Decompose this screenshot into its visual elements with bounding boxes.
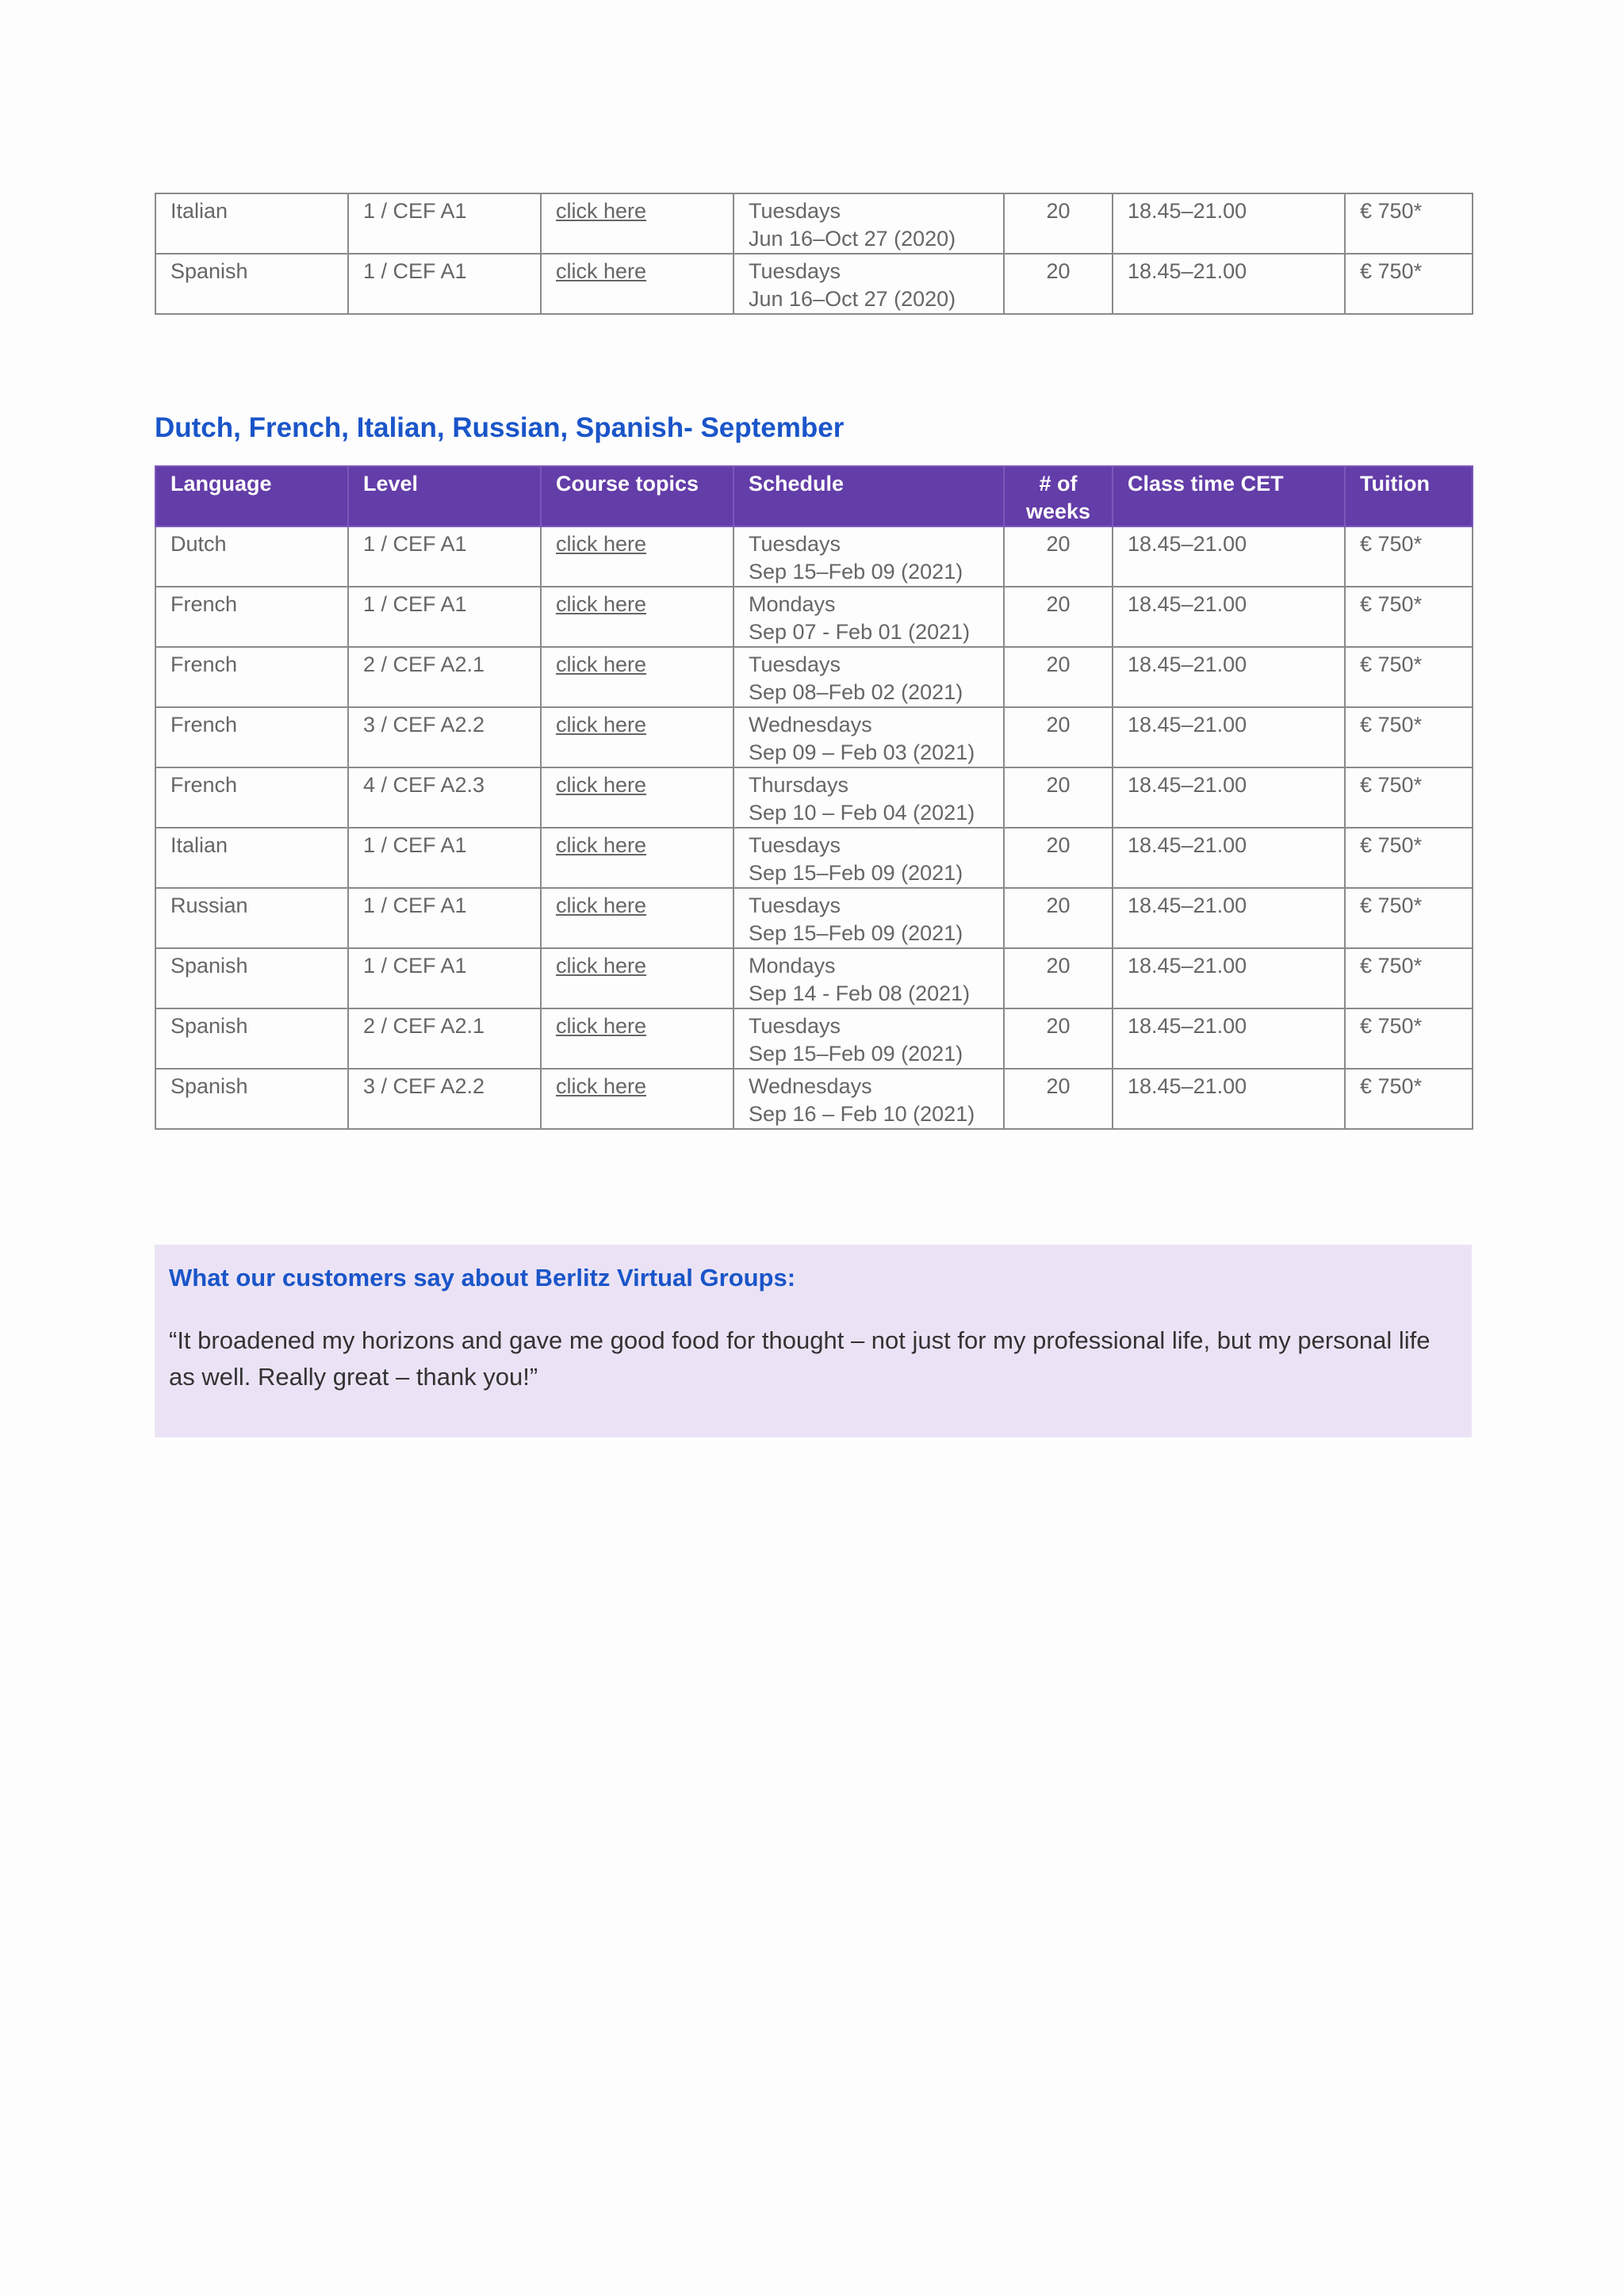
cell-weeks: 20 (1004, 767, 1113, 828)
cell-course-topics (541, 888, 733, 948)
cell-schedule (733, 767, 1004, 828)
cell-course-topics (541, 828, 733, 888)
cell-level: 1 / CEF A1 (348, 948, 541, 1008)
cell-level: 1 / CEF A1 (348, 888, 541, 948)
continuation-table-body (155, 193, 1473, 314)
schedule-day: Tuesdays (749, 652, 841, 676)
cell-weeks: 20 (1004, 1008, 1113, 1069)
schedule-day: Tuesdays (749, 532, 841, 556)
schedule-day: Mondays (749, 954, 836, 978)
cell-schedule (733, 707, 1004, 767)
cell-language: French (155, 767, 348, 828)
schedule-day: Tuesdays (749, 894, 841, 917)
cell-level: 3 / CEF A2.2 (348, 1069, 541, 1129)
cell-class-time: 18.45–21.00 (1113, 647, 1345, 707)
cell-tuition: € 750* (1345, 828, 1473, 888)
cell-schedule (733, 888, 1004, 948)
schedule-dates: Sep 10 – Feb 04 (2021) (749, 801, 975, 825)
cell-schedule (733, 647, 1004, 707)
column-header-schedule: Schedule (733, 466, 1004, 526)
column-header-class-time: Class time CET (1113, 466, 1345, 526)
cell-schedule (733, 587, 1004, 647)
cell-course-topics (541, 767, 733, 828)
schedule-day: Thursdays (749, 773, 849, 797)
schedule-dates: Sep 15–Feb 09 (2021) (749, 1042, 963, 1066)
schedule-day: Tuesdays (749, 259, 841, 283)
table-row (155, 1008, 1473, 1069)
cell-weeks: 20 (1004, 948, 1113, 1008)
table-row (155, 767, 1473, 828)
schedule-dates: Jun 16–Oct 27 (2020) (749, 227, 956, 251)
cell-level: 2 / CEF A2.1 (348, 647, 541, 707)
course-topics-link[interactable]: click here (556, 652, 647, 676)
cell-level: 3 / CEF A2.2 (348, 707, 541, 767)
cell-course-topics (541, 948, 733, 1008)
cell-weeks: 20 (1004, 254, 1113, 314)
column-header-course-topics: Course topics (541, 466, 733, 526)
course-topics-link[interactable]: click here (556, 894, 647, 917)
table-row (155, 193, 1473, 254)
cell-class-time: 18.45–21.00 (1113, 707, 1345, 767)
cell-course-topics (541, 1069, 733, 1129)
schedule-dates: Sep 07 - Feb 01 (2021) (749, 620, 971, 644)
cell-class-time: 18.45–21.00 (1113, 828, 1345, 888)
cell-weeks: 20 (1004, 647, 1113, 707)
column-header-level: Level (348, 466, 541, 526)
schedule-dates: Sep 09 – Feb 03 (2021) (749, 740, 975, 764)
cell-class-time: 18.45–21.00 (1113, 888, 1345, 948)
cell-weeks: 20 (1004, 193, 1113, 254)
schedule-dates: Jun 16–Oct 27 (2020) (749, 287, 956, 311)
table-row (155, 888, 1473, 948)
schedule-day: Wednesdays (749, 713, 872, 737)
section-heading: Dutch, French, Italian, Russian, Spanish- September (155, 412, 845, 443)
cell-weeks: 20 (1004, 587, 1113, 647)
cell-level: 1 / CEF A1 (348, 193, 541, 254)
cell-level: 2 / CEF A2.1 (348, 1008, 541, 1069)
cell-language: Italian (155, 193, 348, 254)
cell-tuition: € 750* (1345, 193, 1473, 254)
schedule-day: Tuesdays (749, 833, 841, 857)
cell-tuition: € 750* (1345, 1008, 1473, 1069)
table-header-row (155, 466, 1473, 526)
cell-class-time: 18.45–21.00 (1113, 254, 1345, 314)
cell-class-time: 18.45–21.00 (1113, 193, 1345, 254)
schedule-dates: Sep 14 - Feb 08 (2021) (749, 982, 971, 1005)
course-topics-link[interactable]: click here (556, 954, 647, 978)
schedule-day: Wednesdays (749, 1074, 872, 1098)
cell-level: 1 / CEF A1 (348, 828, 541, 888)
course-topics-link[interactable]: click here (556, 199, 647, 223)
cell-tuition: € 750* (1345, 948, 1473, 1008)
cell-level: 1 / CEF A1 (348, 526, 541, 587)
cell-tuition: € 750* (1345, 526, 1473, 587)
schedule-day: Mondays (749, 592, 836, 616)
course-topics-link[interactable]: click here (556, 259, 647, 283)
cell-course-topics (541, 647, 733, 707)
cell-level: 1 / CEF A1 (348, 254, 541, 314)
cell-tuition: € 750* (1345, 707, 1473, 767)
course-topics-link[interactable]: click here (556, 773, 647, 797)
course-topics-link[interactable]: click here (556, 1074, 647, 1098)
schedule-day: Tuesdays (749, 199, 841, 223)
table-row (155, 647, 1473, 707)
cell-schedule (733, 828, 1004, 888)
cell-weeks: 20 (1004, 526, 1113, 587)
cell-language: Dutch (155, 526, 348, 587)
cell-tuition: € 750* (1345, 888, 1473, 948)
cell-weeks: 20 (1004, 888, 1113, 948)
cell-class-time: 18.45–21.00 (1113, 1008, 1345, 1069)
course-topics-link[interactable]: click here (556, 592, 647, 616)
cell-language: Spanish (155, 1008, 348, 1069)
testimonial-box (155, 1245, 1472, 1437)
september-table-body (155, 526, 1473, 1129)
table-row (155, 707, 1473, 767)
table-row (155, 526, 1473, 587)
cell-language: Spanish (155, 948, 348, 1008)
cell-tuition: € 750* (1345, 1069, 1473, 1129)
cell-weeks: 20 (1004, 1069, 1113, 1129)
cell-language: French (155, 707, 348, 767)
cell-class-time: 18.45–21.00 (1113, 948, 1345, 1008)
schedule-dates: Sep 15–Feb 09 (2021) (749, 861, 963, 885)
cell-course-topics (541, 1008, 733, 1069)
course-topics-link[interactable]: click here (556, 532, 647, 556)
cell-course-topics (541, 707, 733, 767)
schedule-dates: Sep 16 – Feb 10 (2021) (749, 1102, 975, 1126)
schedule-dates: Sep 15–Feb 09 (2021) (749, 921, 963, 945)
cell-class-time: 18.45–21.00 (1113, 1069, 1345, 1129)
september-course-table (155, 465, 1473, 1130)
cell-language: French (155, 647, 348, 707)
cell-course-topics (541, 254, 733, 314)
cell-weeks: 20 (1004, 828, 1113, 888)
table-row (155, 254, 1473, 314)
table-row (155, 948, 1473, 1008)
cell-tuition: € 750* (1345, 254, 1473, 314)
course-topics-link[interactable]: click here (556, 713, 647, 737)
cell-class-time: 18.45–21.00 (1113, 526, 1345, 587)
cell-class-time: 18.45–21.00 (1113, 587, 1345, 647)
cell-course-topics (541, 193, 733, 254)
table-row (155, 587, 1473, 647)
continuation-course-table (155, 193, 1473, 315)
course-topics-link[interactable]: click here (556, 833, 647, 857)
cell-language: Russian (155, 888, 348, 948)
cell-tuition: € 750* (1345, 587, 1473, 647)
table-row (155, 1069, 1473, 1129)
course-topics-link[interactable]: click here (556, 1014, 647, 1038)
column-header-weeks: # of weeks (1004, 466, 1113, 526)
table-row (155, 828, 1473, 888)
cell-language: French (155, 587, 348, 647)
column-header-tuition: Tuition (1345, 466, 1473, 526)
cell-class-time: 18.45–21.00 (1113, 767, 1345, 828)
cell-schedule (733, 948, 1004, 1008)
cell-tuition: € 750* (1345, 647, 1473, 707)
cell-weeks: 20 (1004, 707, 1113, 767)
column-header-language: Language (155, 466, 348, 526)
cell-language: Spanish (155, 254, 348, 314)
cell-level: 1 / CEF A1 (348, 587, 541, 647)
cell-level: 4 / CEF A2.3 (348, 767, 541, 828)
cell-schedule (733, 1008, 1004, 1069)
testimonial-heading: What our customers say about Berlitz Virtual Groups: (169, 1264, 796, 1292)
schedule-dates: Sep 15–Feb 09 (2021) (749, 560, 963, 584)
cell-tuition: € 750* (1345, 767, 1473, 828)
schedule-dates: Sep 08–Feb 02 (2021) (749, 680, 963, 704)
cell-language: Spanish (155, 1069, 348, 1129)
testimonial-quote: “It broadened my horizons and gave me good food for thought – not just for my professional life, but my personal life as well. Really great – thank you!” (169, 1326, 1431, 1391)
cell-language: Italian (155, 828, 348, 888)
cell-schedule (733, 1069, 1004, 1129)
cell-schedule (733, 254, 1004, 314)
cell-course-topics (541, 526, 733, 587)
cell-schedule (733, 193, 1004, 254)
schedule-day: Tuesdays (749, 1014, 841, 1038)
cell-schedule (733, 526, 1004, 587)
cell-course-topics (541, 587, 733, 647)
